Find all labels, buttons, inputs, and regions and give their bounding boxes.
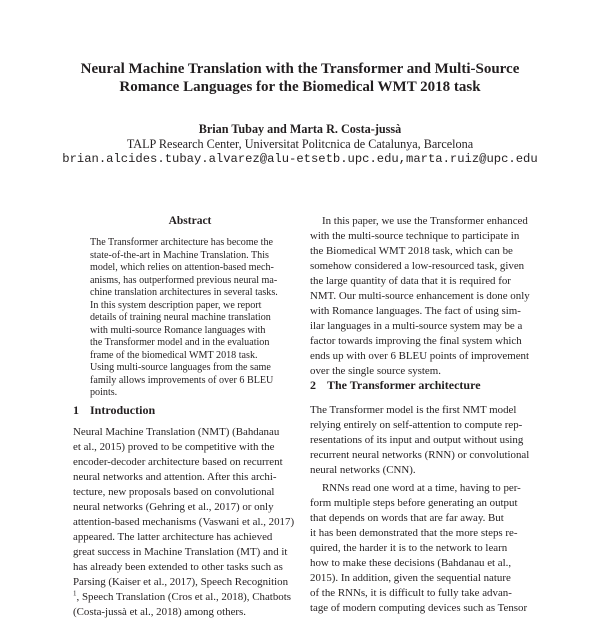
section2-line: neural networks (CNN). bbox=[310, 464, 416, 476]
section2-line: how to make these decisions (Bahdanau et al., bbox=[310, 557, 512, 569]
intro-line: has already been extended to other tasks such as bbox=[73, 561, 283, 573]
section2-line: of the RNNs, it is difficult to fully take advan- bbox=[310, 587, 512, 599]
footnote-marker[interactable]: 1 bbox=[73, 589, 77, 598]
section2-line: that depends on words that are far away. But bbox=[310, 512, 504, 524]
intro-line: neural networks and attention. After this archi- bbox=[73, 471, 277, 483]
intro-line: encoder-decoder architecture based on recurrent bbox=[73, 456, 283, 468]
abstract-line: anisms, has outperformed previous neural ma- bbox=[90, 274, 278, 286]
section-number: 2 bbox=[310, 378, 316, 392]
authors: Brian Tubay and Marta R. Costa-jussà bbox=[198, 122, 402, 136]
section2-line: recurrent neural networks (RNN) or convolutional bbox=[310, 449, 530, 461]
section2-line: quired, the harder it is to the network to learn bbox=[310, 542, 508, 554]
intro-line-text: , Speech Translation (Cros et al., 2018), Chatbots bbox=[76, 591, 291, 603]
right-para-line: ends up with over 6 BLEU points of improvement bbox=[310, 350, 529, 362]
abstract-line: the Transformer model and in the evaluation bbox=[90, 337, 270, 348]
section2-line: The Transformer model is the first NMT model bbox=[310, 404, 517, 416]
abstract-line: Using multi-source languages from the same bbox=[90, 362, 271, 373]
intro-line: neural networks (Gehring et al., 2017) or only bbox=[73, 501, 274, 513]
right-para-line: In this paper, we use the Transformer enhanced bbox=[322, 215, 528, 227]
abstract-line: family allows improvements of over 6 BLEU bbox=[90, 374, 274, 386]
intro-line: attention-based mechanisms (Vaswani et al., 2017) bbox=[73, 516, 295, 528]
right-para-line: over the single source system. bbox=[310, 365, 441, 377]
intro-line: et al., 2015) proved to be competitive with the bbox=[73, 441, 275, 453]
intro-line: Parsing (Kaiser et al., 2017), Speech Recognition bbox=[73, 576, 289, 588]
abstract-heading: Abstract bbox=[168, 215, 212, 227]
intro-line-footnote bbox=[73, 590, 303, 605]
section2-line: resentations of its input and output without using bbox=[310, 434, 524, 446]
right-para-line: NMT. Our multi-source enhancement is done only bbox=[310, 290, 530, 302]
section2-line: tage of modern computing devices such as Tensor bbox=[310, 602, 528, 614]
email: brian.alcides.tubay.alvarez@alu-etsetb.upc.edu,marta.ruiz@upc.edu bbox=[62, 152, 538, 166]
section-title: The Transformer architecture bbox=[327, 378, 481, 392]
intro-line: tecture, new proposals based on convolutional bbox=[73, 486, 275, 498]
abstract-line: state-of-the-art in Machine Translation. This bbox=[90, 249, 269, 261]
title-line-1: Neural Machine Translation with the Transformer and Multi-Source bbox=[80, 61, 520, 77]
section-title: Introduction bbox=[90, 403, 156, 417]
right-para-line: with Romance languages. The fact of using sim- bbox=[310, 305, 521, 317]
section-heading-introduction bbox=[73, 403, 155, 418]
abstract-line: frame of the biomedical WMT 2018 task. bbox=[90, 349, 258, 361]
abstract-line: In this system description paper, we report bbox=[90, 299, 262, 311]
paper-title bbox=[0, 60, 600, 96]
right-para-line: factor towards improving the final system which bbox=[310, 335, 522, 347]
section2-line: it has been demonstrated that the more steps re- bbox=[310, 527, 518, 539]
abstract-line: with multi-source Romance languages with bbox=[90, 324, 266, 336]
right-para-line: the large quantity of data that it is required for bbox=[310, 275, 511, 287]
intro-line: great success in Machine Translation (MT) and it bbox=[73, 546, 288, 558]
section2-line: RNNs read one word at a time, having to per- bbox=[322, 482, 521, 494]
right-para-line: with the multi-source technique to participate in bbox=[310, 230, 520, 242]
abstract-line: details of training neural machine translation bbox=[90, 312, 271, 323]
intro-line: appeared. The latter architecture has achieved bbox=[73, 531, 273, 543]
abstract-line: points. bbox=[90, 387, 118, 398]
right-para-line: ilar languages in a multi-source system may be a bbox=[310, 320, 523, 332]
section2-line: relying entirely on self-attention to compute rep- bbox=[310, 419, 523, 431]
section-heading-transformer bbox=[310, 378, 481, 393]
title-line-2: Romance Languages for the Biomedical WMT 2018 task bbox=[119, 79, 481, 95]
abstract-line: The Transformer architecture has become the bbox=[90, 237, 274, 248]
intro-line: Neural Machine Translation (NMT) (Bahdanau bbox=[73, 426, 280, 438]
right-para-line: the Biomedical WMT 2018 task, which can be bbox=[310, 245, 513, 257]
right-para-line: somehow considered a low-resourced task, given bbox=[310, 260, 525, 272]
section-number: 1 bbox=[73, 403, 79, 417]
affiliation: TALP Research Center, Universitat Politcnica de Catalunya, Barcelona bbox=[126, 137, 474, 151]
section2-line: form multiple steps before generating an output bbox=[310, 497, 518, 509]
intro-line: (Costa-jussà et al., 2018) among others. bbox=[73, 606, 247, 618]
section2-line: 2015). In addition, given the sequential nature bbox=[310, 572, 511, 584]
abstract-line: model, which relies on attention-based mech- bbox=[90, 262, 274, 273]
abstract-line: chine translation architectures in several tasks. bbox=[90, 287, 278, 298]
